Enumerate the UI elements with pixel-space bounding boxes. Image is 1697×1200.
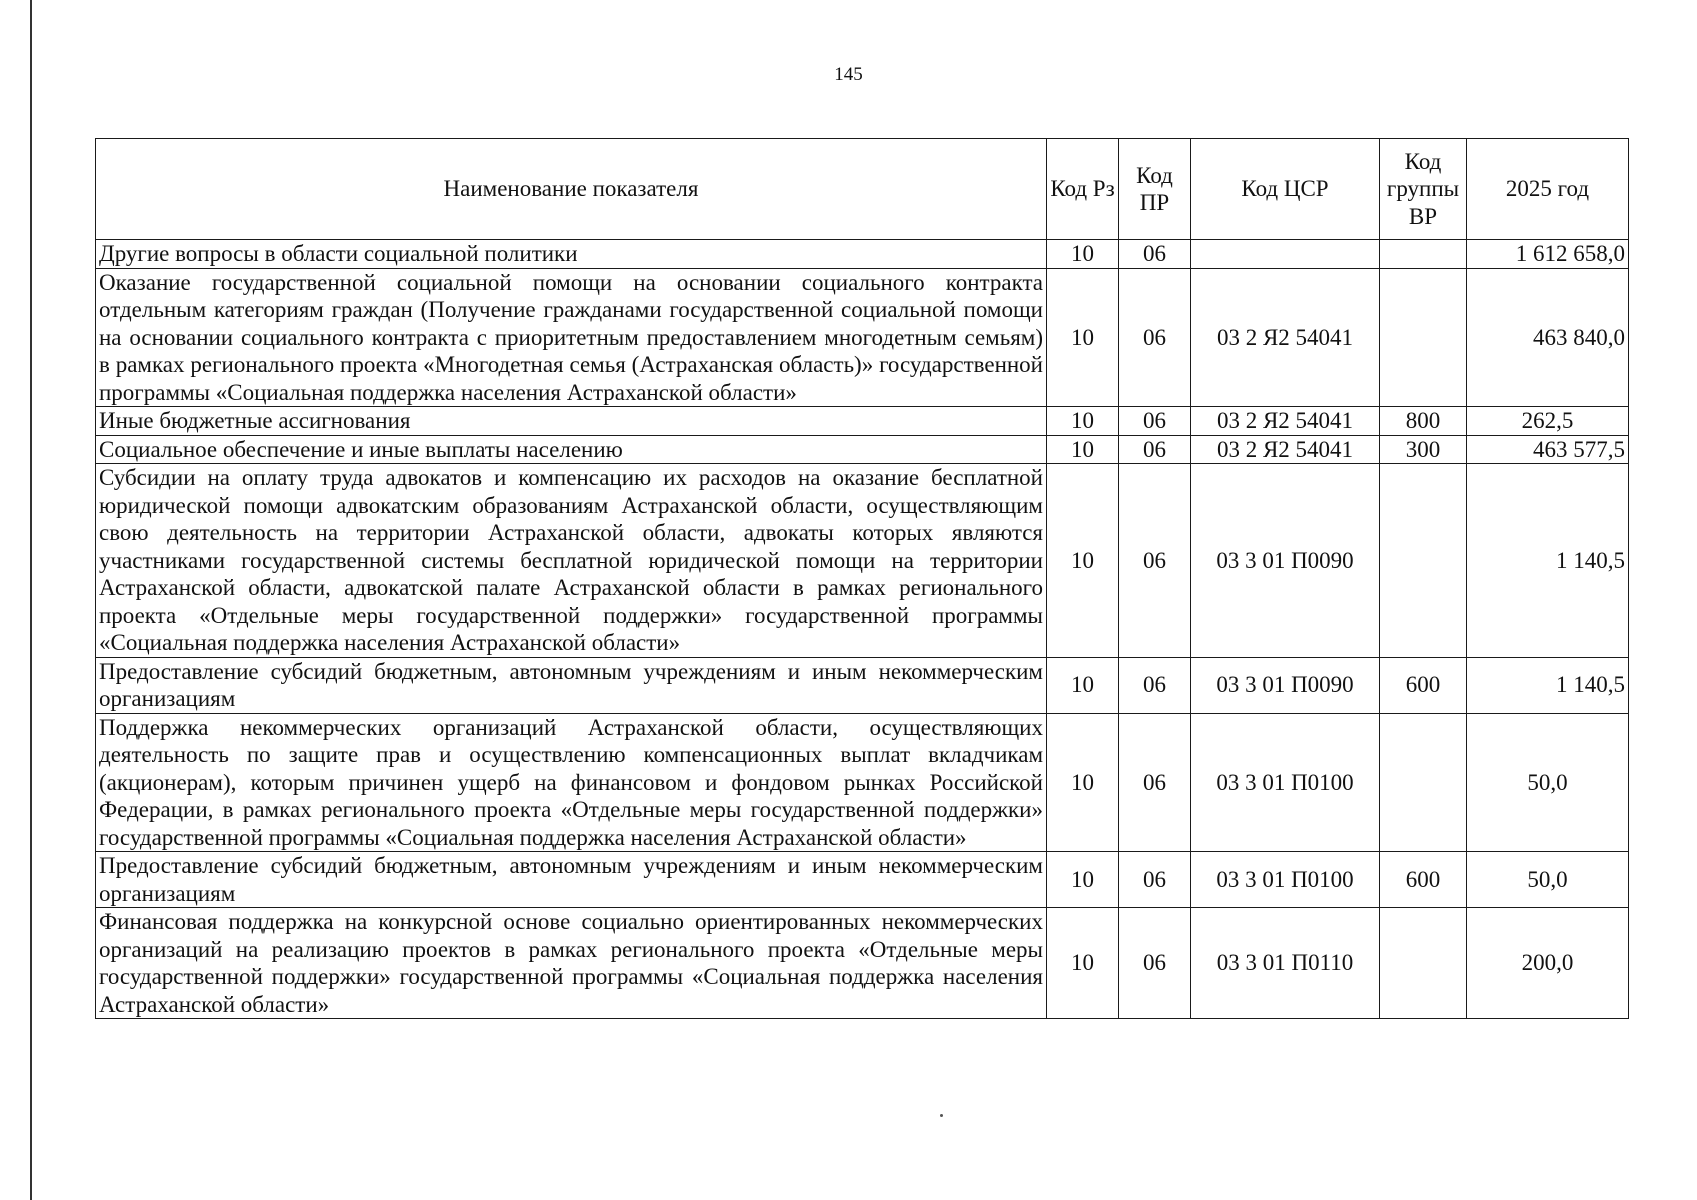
table-row	[96, 908, 1629, 1019]
header-rz: Код Рз	[1047, 139, 1119, 240]
header-pr: Код ПР	[1119, 139, 1191, 240]
row-pr: 06	[1119, 407, 1191, 436]
row-csr: 03 3 01 П0110	[1191, 908, 1380, 1019]
row-name: Социальное обеспечение и иные выплаты населению	[96, 435, 1047, 464]
header-name: Наименование показателя	[96, 139, 1047, 240]
row-name: Оказание государственной социальной помощи на основании социального контракта отдельным категориям граждан (Получение гражданами государственной социальной помощи на основании социального контракта с приоритетным предоставлением многодетным семьям) в рамках регионального проекта «Многодетная семья (Астраханская область)» государственной программы «Социальная поддержка населения Астраханской области»	[96, 268, 1047, 407]
row-amount: 200,0	[1467, 908, 1629, 1019]
scan-speck	[940, 1114, 943, 1117]
row-amount: 50,0	[1467, 713, 1629, 852]
row-csr: 03 3 01 П0100	[1191, 713, 1380, 852]
row-rz: 10	[1047, 240, 1119, 269]
row-rz: 10	[1047, 268, 1119, 407]
row-amount: 1 612 658,0	[1467, 240, 1629, 269]
row-rz: 10	[1047, 852, 1119, 908]
table-row	[96, 713, 1629, 852]
row-vr: 300	[1380, 435, 1467, 464]
row-pr: 06	[1119, 908, 1191, 1019]
row-amount: 50,0	[1467, 852, 1629, 908]
row-pr: 06	[1119, 713, 1191, 852]
row-csr: 03 3 01 П0090	[1191, 464, 1380, 658]
row-vr	[1380, 464, 1467, 658]
header-csr: Код ЦСР	[1191, 139, 1380, 240]
table-row	[96, 268, 1629, 407]
table-row	[96, 407, 1629, 436]
row-pr: 06	[1119, 657, 1191, 713]
row-rz: 10	[1047, 464, 1119, 658]
row-vr: 600	[1380, 657, 1467, 713]
row-pr: 06	[1119, 464, 1191, 658]
page-left-edge-line	[30, 0, 32, 1200]
row-name: Субсидии на оплату труда адвокатов и компенсацию их расходов на оказание бесплатной юридической помощи адвокатским образованиям Астраханской области, осуществляющим свою деятельность на территории Астраханской области, адвокаты которых являются участниками государственной системы бесплатной юридической помощи на территории Астраханской области, адвокатской палате Астраханской области в рамках регионального проекта «Отдельные меры государственной поддержки» государственной программы «Социальная поддержка населения Астраханской области»	[96, 464, 1047, 658]
row-vr: 600	[1380, 852, 1467, 908]
row-vr	[1380, 268, 1467, 407]
row-name: Другие вопросы в области социальной политики	[96, 240, 1047, 269]
table-header-row	[96, 139, 1629, 240]
table-row	[96, 657, 1629, 713]
row-rz: 10	[1047, 407, 1119, 436]
row-csr: 03 2 Я2 54041	[1191, 407, 1380, 436]
row-csr: 03 3 01 П0100	[1191, 852, 1380, 908]
row-csr: 03 2 Я2 54041	[1191, 268, 1380, 407]
header-vr: Код группы ВР	[1380, 139, 1467, 240]
row-csr	[1191, 240, 1380, 269]
row-pr: 06	[1119, 852, 1191, 908]
row-amount: 1 140,5	[1467, 657, 1629, 713]
row-amount: 1 140,5	[1467, 464, 1629, 658]
row-rz: 10	[1047, 657, 1119, 713]
row-vr	[1380, 713, 1467, 852]
row-name: Финансовая поддержка на конкурсной основе социально ориентированных некоммерческих организаций на реализацию проектов в рамках регионального проекта «Отдельные меры государственной поддержки» государственной программы «Социальная поддержка населения Астраханской области»	[96, 908, 1047, 1019]
row-vr	[1380, 240, 1467, 269]
row-rz: 10	[1047, 908, 1119, 1019]
row-pr: 06	[1119, 240, 1191, 269]
table-row	[96, 240, 1629, 269]
budget-table	[95, 138, 1629, 1019]
row-name: Иные бюджетные ассигнования	[96, 407, 1047, 436]
row-name: Предоставление субсидий бюджетным, автономным учреждениям и иным некоммерческим организациям	[96, 657, 1047, 713]
row-amount: 463 840,0	[1467, 268, 1629, 407]
table-row	[96, 435, 1629, 464]
row-csr: 03 3 01 П0090	[1191, 657, 1380, 713]
row-amount: 463 577,5	[1467, 435, 1629, 464]
row-name: Поддержка некоммерческих организаций Астраханской области, осуществляющих деятельность по защите прав и осуществлению компенсационных выплат вкладчикам (акционерам), которым причинен ущерб на финансовом и фондовом рынках Российской Федерации, в рамках регионального проекта «Отдельные меры государственной поддержки» государственной программы «Социальная поддержка населения Астраханской области»	[96, 713, 1047, 852]
row-name: Предоставление субсидий бюджетным, автономным учреждениям и иным некоммерческим организациям	[96, 852, 1047, 908]
row-rz: 10	[1047, 713, 1119, 852]
page-number: 145	[834, 64, 863, 85]
table-row	[96, 852, 1629, 908]
row-pr: 06	[1119, 435, 1191, 464]
row-vr: 800	[1380, 407, 1467, 436]
row-amount: 262,5	[1467, 407, 1629, 436]
row-vr	[1380, 908, 1467, 1019]
table-row	[96, 464, 1629, 658]
row-csr: 03 2 Я2 54041	[1191, 435, 1380, 464]
row-pr: 06	[1119, 268, 1191, 407]
row-rz: 10	[1047, 435, 1119, 464]
header-year: 2025 год	[1467, 139, 1629, 240]
